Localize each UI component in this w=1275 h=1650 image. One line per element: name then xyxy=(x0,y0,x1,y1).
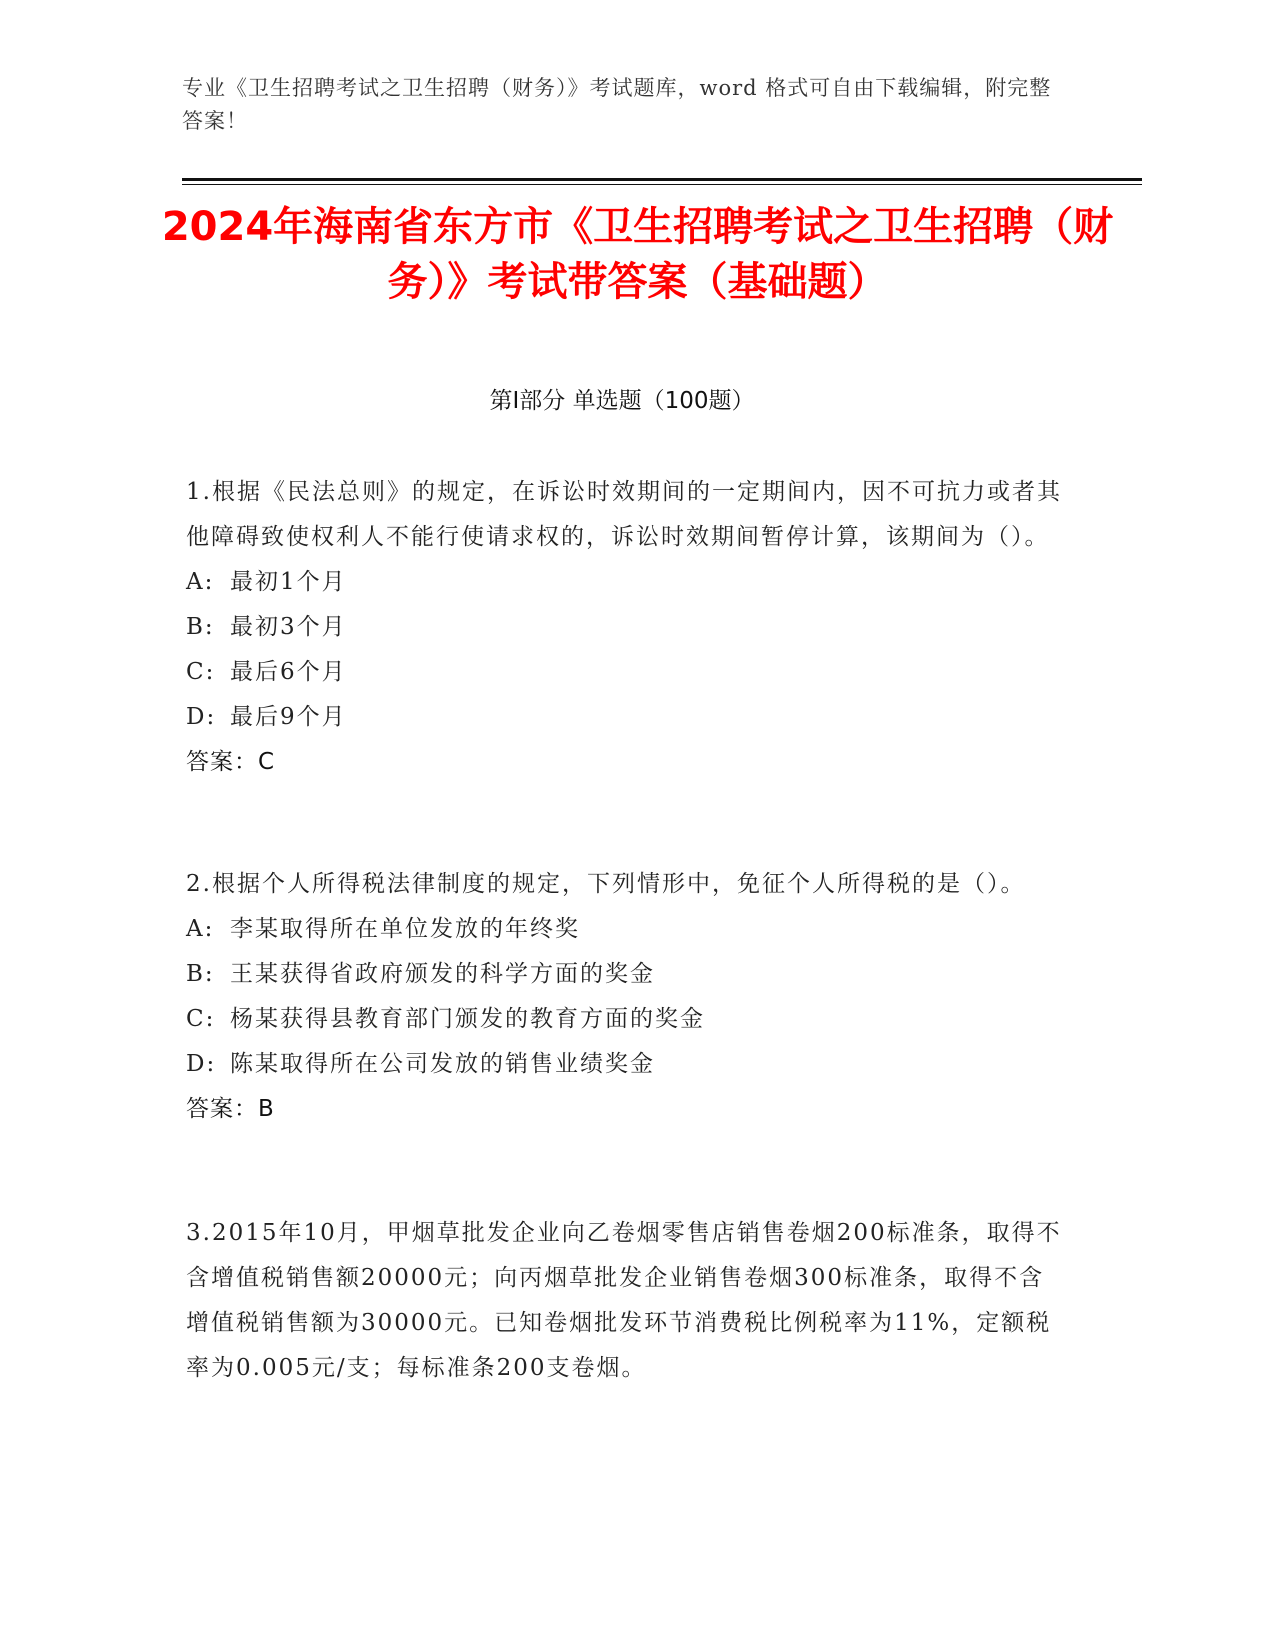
question-stem: 2.根据个人所得税法律制度的规定，下列情形中，免征个人所得税的是（）。 xyxy=(186,871,1026,897)
question-option-a xyxy=(186,560,1066,605)
option-text: 王某获得省政府颁发的科学方面的奖金 xyxy=(230,961,655,987)
section-heading: 第Ⅰ部分 单选题（100题） xyxy=(489,388,755,414)
question-stem: 1.根据《民法总则》的规定，在诉讼时效期间的一定期间内，因不可抗力或者其他障碍致使权利人不能行使请求权的，诉讼时效期间暂停计算，该期间为（）。 xyxy=(186,479,1062,550)
option-text: 最后9个月 xyxy=(230,704,347,730)
option-key: B: xyxy=(186,614,215,640)
document-title: 2024年海南省东方市《卫生招聘考试之卫生招聘（财务）》考试带答案（基础题） xyxy=(161,204,1114,305)
option-text: 最初1个月 xyxy=(230,569,347,595)
option-text: 李某取得所在单位发放的年终奖 xyxy=(230,916,580,942)
question-option-c xyxy=(186,650,1066,695)
question-option-b xyxy=(186,952,1066,997)
question-answer: 答案：B xyxy=(186,1096,275,1122)
option-key: A: xyxy=(186,916,215,942)
option-key: C: xyxy=(186,659,216,685)
question-option-b xyxy=(186,605,1066,650)
option-text: 杨某获得县教育部门颁发的教育方面的奖金 xyxy=(230,1006,705,1032)
question-option-a xyxy=(186,907,1066,952)
question-1 xyxy=(186,470,1066,785)
option-key: C: xyxy=(186,1006,216,1032)
question-option-d xyxy=(186,695,1066,740)
header-divider-thin xyxy=(182,184,1142,185)
header-divider-thick xyxy=(182,178,1142,181)
question-2 xyxy=(186,862,1066,1132)
option-text: 最后6个月 xyxy=(230,659,347,685)
header-note: 专业《卫生招聘考试之卫生招聘（财务）》考试题库，word 格式可自由下载编辑，附完整答案！ xyxy=(182,76,1052,133)
question-option-c xyxy=(186,997,1066,1042)
option-key: B: xyxy=(186,961,215,987)
option-text: 陈某取得所在公司发放的销售业绩奖金 xyxy=(230,1051,655,1077)
question-stem: 3.2015年10月，甲烟草批发企业向乙卷烟零售店销售卷烟200标准条，取得不含增值税销售额20000元；向丙烟草批发企业销售卷烟300标准条，取得不含增值税销售额为30000元。已知卷烟批发环节消费税比例税率为11%，定额税率为0.005元/支；每标准条200支卷烟。 xyxy=(186,1220,1062,1381)
question-option-d xyxy=(186,1042,1066,1087)
option-key: D: xyxy=(186,704,217,730)
option-key: A: xyxy=(186,569,215,595)
question-3 xyxy=(186,1211,1066,1391)
option-text: 最初3个月 xyxy=(230,614,347,640)
question-answer: 答案：C xyxy=(186,749,276,775)
option-key: D: xyxy=(186,1051,217,1077)
